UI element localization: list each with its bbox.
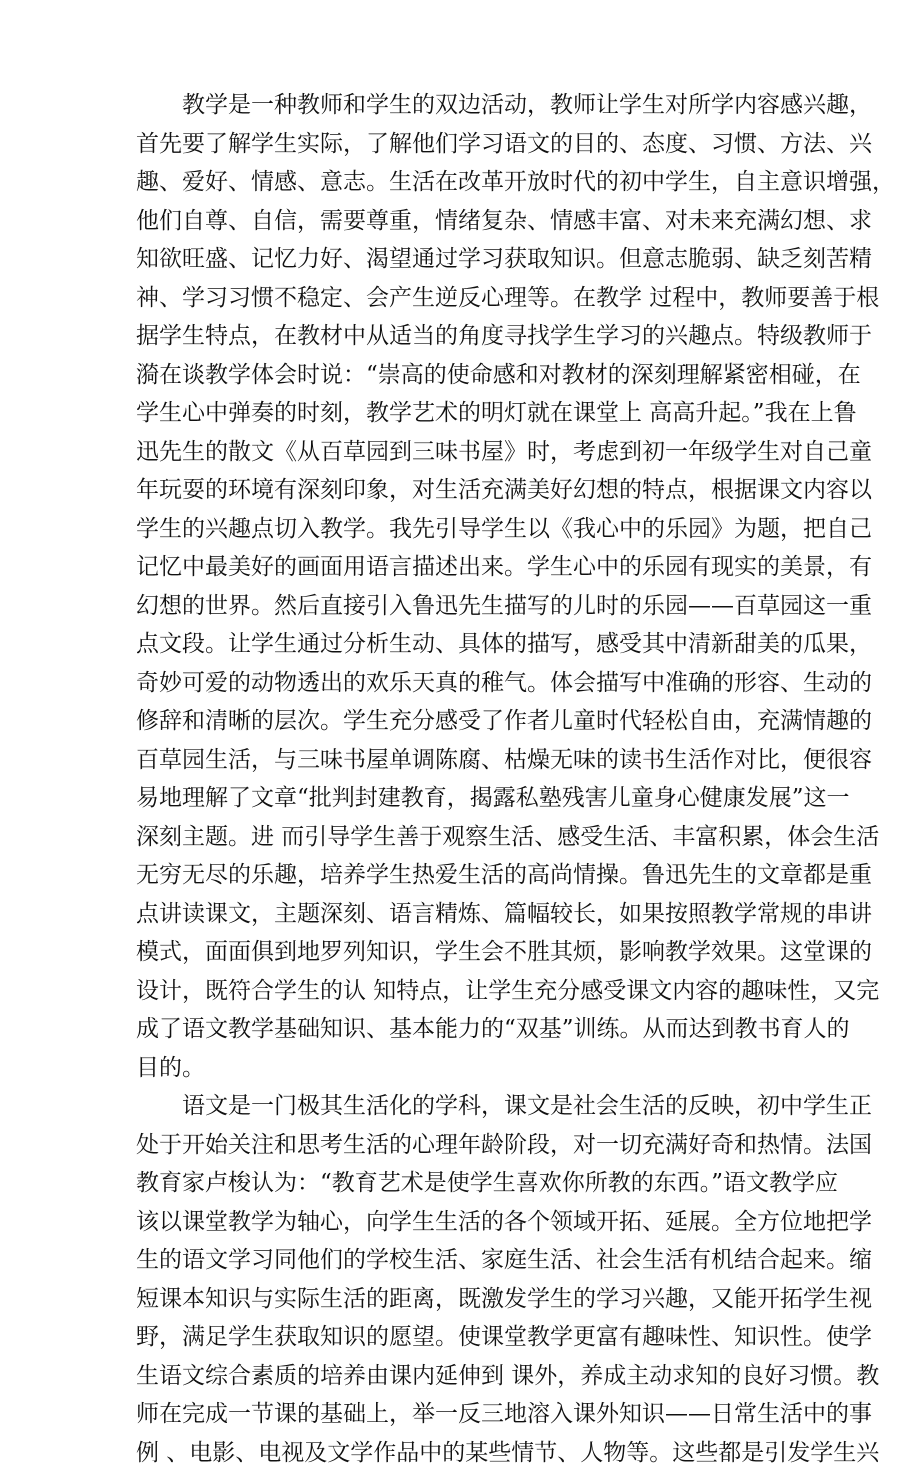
text-line: 知欲旺盛、记忆力好、渴望通过学习获取知识。但意志脆弱、缺乏刻苦精: [136, 240, 826, 279]
text-line: 短课本知识与实际生活的距离，既激发学生的学习兴趣，又能开拓学生视: [136, 1280, 826, 1319]
text-line: 设计，既符合学生的认 知特点，让学生充分感受课文内容的趣味性，又完: [136, 972, 826, 1011]
text-line: 百草园生活，与三味书屋单调陈腐、枯燥无味的读书生活作对比，便很容: [136, 741, 826, 780]
text-line: 据学生特点，在教材中从适当的角度寻找学生学习的兴趣点。特级教师于: [136, 317, 826, 356]
text-line: 生语文综合素质的培养由课内延伸到 课外，养成主动求知的良好习惯。教: [136, 1357, 826, 1396]
text-line: 神、学习习惯不稳定、会产生逆反心理等。在教学 过程中，教师要善于根: [136, 279, 826, 318]
text-line: 年玩耍的环境有深刻印象，对生活充满美好幻想的特点，根据课文内容以: [136, 471, 826, 510]
text-line: 点文段。让学生通过分析生动、具体的描写，感受其中清新甜美的瓜果，: [136, 625, 826, 664]
text-line: 趣、爱好、情感、意志。生活在改革开放时代的初中学生，自主意识增强，: [136, 163, 826, 202]
text-line: 深刻主题。进 而引导学生善于观察生活、感受生活、丰富积累，体会生活: [136, 818, 826, 857]
text-line: 该以课堂教学为轴心，向学生生活的各个领域开拓、延展。全方位地把学: [136, 1203, 826, 1242]
text-line: 点讲读课文，主题深刻、语言精炼、篇幅较长，如果按照教学常规的串讲: [136, 895, 826, 934]
text-line: 学生的兴趣点切入教学。我先引导学生以《我心中的乐园》为题，把自己: [136, 510, 826, 549]
text-line: 成了语文教学基础知识、基本能力的“双基”训练。从而达到教书育人的: [136, 1010, 826, 1049]
text-line: 处于开始关注和思考生活的心理年龄阶段，对一切充满好奇和热情。法国: [136, 1126, 826, 1165]
document-body: [136, 86, 826, 1472]
text-line: 漪在谈教学体会时说：“崇高的使命感和对教材的深刻理解紧密相碰，在: [136, 356, 826, 395]
text-line: 记忆中最美好的画面用语言描述出来。学生心中的乐园有现实的美景，有: [136, 548, 826, 587]
text-line: 模式，面面俱到地罗列知识，学生会不胜其烦，影响教学效果。这堂课的: [136, 933, 826, 972]
text-line: 首先要了解学生实际，了解他们学习语文的目的、态度、习惯、方法、兴: [136, 125, 826, 164]
text-line: 迅先生的散文《从百草园到三味书屋》时，考虑到初一年级学生对自己童: [136, 433, 826, 472]
text-line: 幻想的世界。然后直接引入鲁迅先生描写的儿时的乐园——百草园这一重: [136, 587, 826, 626]
text-line: 师在完成一节课的基础上，举一反三地溶入课外知识——日常生活中的事: [136, 1395, 826, 1434]
text-line: 目的。: [136, 1049, 826, 1088]
paragraph-2: [136, 1087, 826, 1472]
text-line: 野，满足学生获取知识的愿望。使课堂教学更富有趣味性、知识性。使学: [136, 1318, 826, 1357]
text-line: 生的语文学习同他们的学校生活、家庭生活、社会生活有机结合起来。缩: [136, 1241, 826, 1280]
text-line: 修辞和清晰的层次。学生充分感受了作者儿童时代轻松自由，充满情趣的: [136, 702, 826, 741]
text-line: 他们自尊、自信，需要尊重，情绪复杂、情感丰富、对未来充满幻想、求: [136, 202, 826, 241]
text-line: 无穷无尽的乐趣，培养学生热爱生活的高尚情操。鲁迅先生的文章都是重: [136, 856, 826, 895]
text-line: 语文是一门极其生活化的学科，课文是社会生活的反映，初中学生正: [136, 1087, 826, 1126]
text-line: 易地理解了文章“批判封建教育，揭露私塾残害儿童身心健康发展”这一: [136, 779, 826, 818]
text-line: 教学是一种教师和学生的双边活动，教师让学生对所学内容感兴趣，: [136, 86, 826, 125]
text-line: 奇妙可爱的动物透出的欢乐天真的稚气。体会描写中准确的形容、生动的: [136, 664, 826, 703]
text-line: 例 、电影、电视及文学作品中的某些情节、人物等。这些都是引发学生兴: [136, 1434, 826, 1472]
text-line: 学生心中弹奏的时刻，教学艺术的明灯就在课堂上 高高升起。”我在上鲁: [136, 394, 826, 433]
text-line: 教育家卢梭认为：“教育艺术是使学生喜欢你所教的东西。”语文教学应: [136, 1164, 826, 1203]
paragraph-1: [136, 86, 826, 1087]
